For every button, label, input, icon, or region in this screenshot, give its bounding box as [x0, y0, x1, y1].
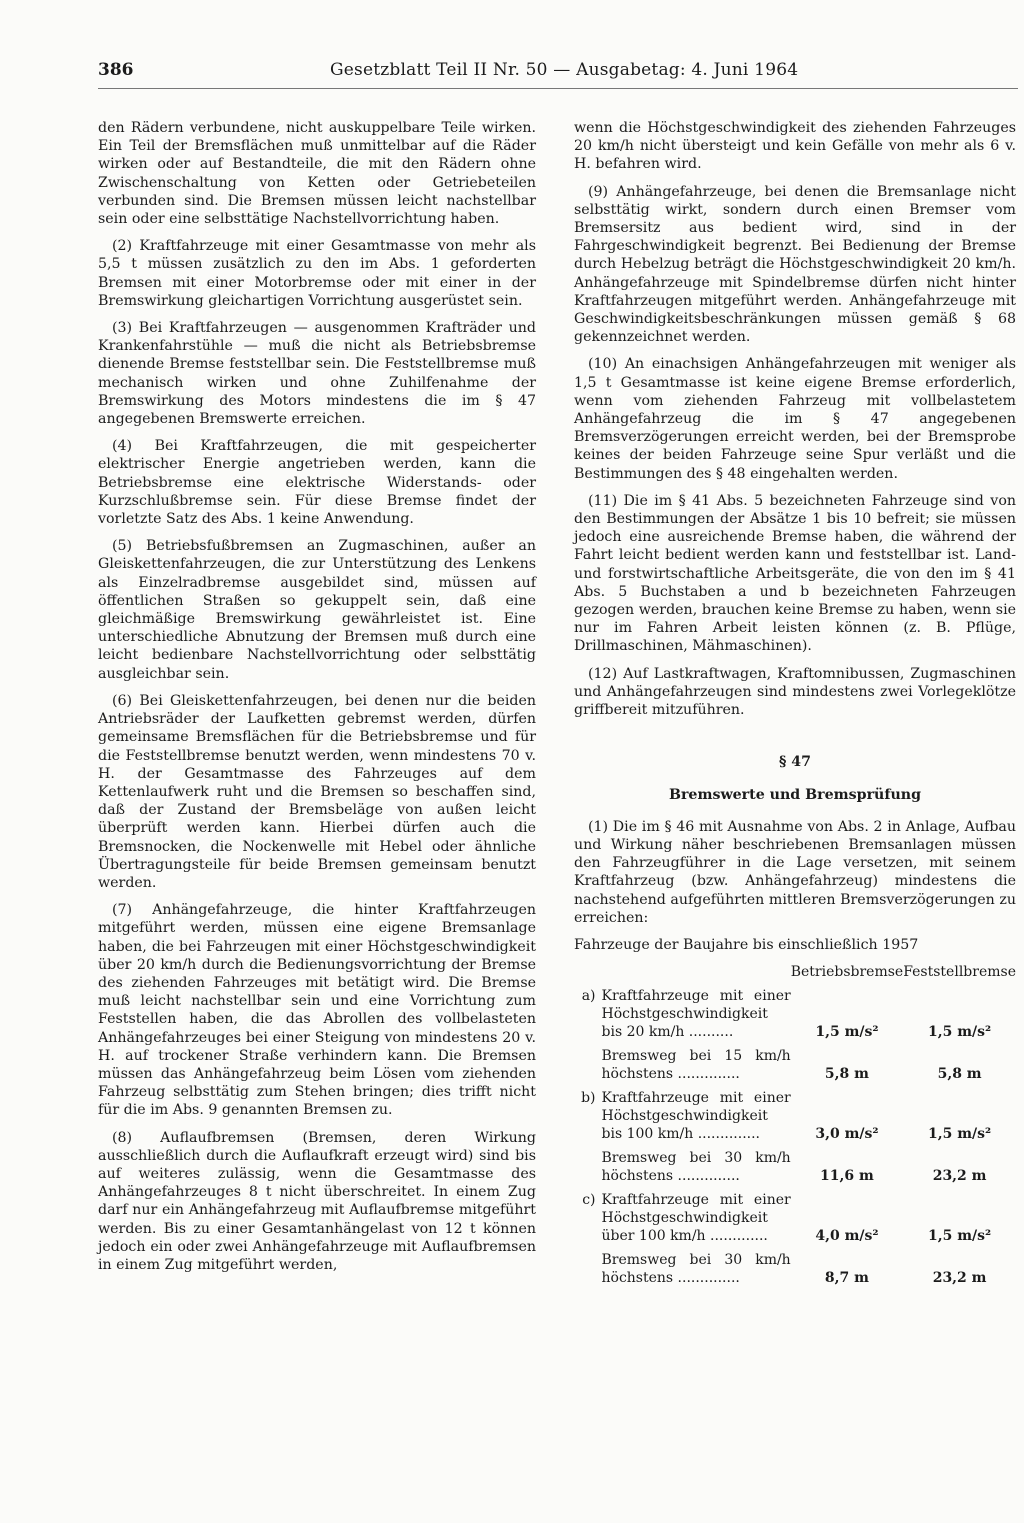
paragraph: (1) Die im § 46 mit Ausnahme von Abs. 2 in Anlage, Aufbau und Wirkung näher beschriebenen Bremsanlagen müssen den Fahrzeugführer in die Lage versetzen, mit seinem Kraftfahrzeug (bzw. Anhängefahrzeug) mindestens die nachstehend aufgeführten mittleren Bremsverzögerungen zu erreichen:	[574, 818, 1016, 926]
row-label: b)	[581, 1090, 596, 1107]
page-number: 386	[98, 60, 134, 80]
value-cell: 1,5 m/s²	[928, 1228, 992, 1245]
table-row	[574, 1047, 1016, 1083]
row-description: Bremsweg bei 15 km/h höchstens ..............	[601, 1048, 791, 1083]
value-cell: 5,8 m	[824, 1066, 869, 1083]
row-label: a)	[581, 988, 596, 1005]
value-cell: 5,8 m	[937, 1066, 982, 1083]
value-cell: 1,5 m/s²	[928, 1126, 992, 1143]
row-description: Bremsweg bei 30 km/h höchstens ..............	[601, 1150, 791, 1185]
value-cell: 23,2 m	[932, 1168, 987, 1185]
value-cell: 1,5 m/s²	[928, 1024, 992, 1041]
row-label	[574, 1251, 602, 1287]
paragraph: (10) An einachsigen Anhängefahrzeugen mit weniger als 1,5 t Gesamtmasse ist keine eigene Bremse erforderlich, wenn vom ziehenden Fahrzeug mit vollbelastetem Anhängefahrzeug die im § 47 angegebenen Bremsverzögerungen erreicht werden, bei der Bremsprobe keines der beiden Fahrzeuge seine Spur verläßt und die Bestimmungen des § 48 eingehalten werden.	[574, 356, 1016, 482]
right-column	[574, 119, 1016, 1287]
value-cell: 23,2 m	[932, 1270, 987, 1287]
column-header: Betriebsbremse	[790, 964, 904, 981]
row-label	[574, 1149, 602, 1185]
table-row	[574, 1089, 1016, 1143]
table-row	[574, 1191, 1016, 1245]
left-column	[98, 119, 536, 1283]
value-cell: 1,5 m/s²	[815, 1024, 879, 1041]
paragraph: (4) Bei Kraftfahrzeugen, die mit gespeicherter elektrischer Energie angetrieben werden, kann die Betriebsbremse eine elektrische Widerstands- oder Kurzschlußbremse sein. Für diese Bremse findet der vorletzte Satz des Abs. 1 keine Anwendung.	[98, 438, 536, 528]
paragraph: (11) Die im § 41 Abs. 5 bezeichneten Fahrzeuge sind von den Bestimmungen der Absätze 1 bis 10 befreit; sie müssen jedoch eine ausreichende Bremse haben, die während der Fahrt leicht bedient werden kann und feststellbar ist. Land- und forstwirtschaftliche Arbeitsgeräte, die von den im § 41 Abs. 5 Buchstaben a und b bezeichneten Fahrzeugen gezogen werden, brauchen keine Bremse zu haben, wenn sie nur im Fahren Arbeit leisten können (z. B. Pflüge, Drillmaschinen, Mähmaschinen).	[574, 492, 1016, 655]
section-number: § 47	[778, 754, 812, 771]
paragraph: den Rädern verbundene, nicht auskuppelbare Teile wirken. Ein Teil der Bremsflächen muß unmittelbar auf die Räder wirken oder auf Bestandteile, die mit den Rädern ohne Zwischenschaltung von Ketten oder Getriebeteilen verbunden sind. Die Bremsen müssen leicht nachstellbar sein oder eine selbsttätige Nachstellvorrichtung haben.	[98, 120, 536, 228]
row-description: Kraftfahrzeuge mit einer Höchstgeschwindigkeit bis 100 km/h ..............	[601, 1090, 791, 1143]
table-row	[574, 1251, 1016, 1287]
row-description: Kraftfahrzeuge mit einer Höchstgeschwindigkeit über 100 km/h .............	[601, 1192, 791, 1245]
paragraph: (12) Auf Lastkraftwagen, Kraftomnibussen, Zugmaschinen und Anhängefahrzeugen sind mindestens zwei Vorlegeklötze griffbereit mitzuführen.	[574, 665, 1016, 719]
table-intro: Fahrzeuge der Baujahre bis einschließlich 1957	[574, 936, 919, 953]
table-header-row	[574, 963, 1016, 987]
header-title: Gesetzblatt Teil II Nr. 50 — Ausgabetag: 4. Juni 1964	[330, 60, 799, 80]
paragraph: (9) Anhängefahrzeuge, bei denen die Bremsanlage nicht selbsttätig wirkt, sondern durch einen Bremser vom Bremsersitz aus bedient wird, sind in der Fahrgeschwindigkeit begrenzt. Bei Bedienung der Bremse durch Hebelzug beträgt die Höchstgeschwindigkeit 20 km/h. Anhängefahrzeuge mit Spindelbremse dürfen nicht hinter Kraftfahrzeugen mitgeführt werden. Anhängefahrzeuge mit Geschwindigkeitsbeschränkungen müssen gemäß § 68 gekennzeichnet werden.	[574, 183, 1016, 346]
column-header: Feststellbremse	[903, 964, 1016, 981]
paragraph: (2) Kraftfahrzeuge mit einer Gesamtmasse von mehr als 5,5 t müssen zusätzlich zu den im Abs. 1 geforderten Bremsen mit einer Motorbremse oder mit einer in der Bremswirkung gleichartigen Vorrichtung ausgerüstet sein.	[98, 238, 536, 309]
row-label	[574, 1047, 602, 1083]
section-title: Bremswerte und Bremsprüfung	[668, 786, 922, 803]
brake-values-table	[574, 963, 1016, 1287]
paragraph: (7) Anhängefahrzeuge, die hinter Kraftfahrzeugen mitgeführt werden, müssen eine eigene Bremsanlage haben, die bei Fahrzeugen mit einer Höchstgeschwindigkeit über 20 km/h durch die Bedienungsvorrichtung der Bremse des ziehenden Fahrzeuges mit betätigt wird. Die Bremse muß leicht nachstellbar sein und eine Vorrichtung zum Feststellen haben, die das Abrollen des vollbelasteten Anhängefahrzeuges bei einer Steigung von mindestens 20 v. H. auf trockener Straße verhindern kann. Die Bremsen müssen das Anhängefahrzeug beim Lösen vom ziehenden Fahrzeug selbsttätig zum Stehen bringen; dies trifft nicht für die im Abs. 9 genannten Bremsen zu.	[98, 902, 536, 1119]
value-cell: 4,0 m/s²	[815, 1228, 879, 1245]
paragraph: (3) Bei Kraftfahrzeugen — ausgenommen Krafträder und Krankenfahrstühle — muß die nicht als Betriebsbremse dienende Bremse feststellbar sein. Die Feststellbremse muß mechanisch wirken und ohne Zuhilfenahme der Bremswirkung des Motors mindestens die im § 47 angegebenen Bremswerte erreichen.	[98, 320, 536, 428]
table-row	[574, 987, 1016, 1041]
value-cell: 3,0 m/s²	[815, 1126, 879, 1143]
table-row	[574, 1149, 1016, 1185]
row-description: Bremsweg bei 30 km/h höchstens ..............	[601, 1252, 791, 1287]
paragraph: (5) Betriebsfußbremsen an Zugmaschinen, außer an Gleiskettenfahrzeugen, die zur Unterstützung des Lenkens als Einzelradbremse ausgebildet sind, müssen auf öffentlichen Straßen so gekuppelt sein, daß eine gleichmäßige Bremswirkung gewährleistet ist. Eine unterschiedliche Abnutzung der Bremsen muß durch eine leicht bedienbare Nachstellvorrichtung oder selbsttätig ausgleichbar sein.	[98, 538, 536, 682]
value-cell: 11,6 m	[820, 1168, 874, 1185]
page-header	[98, 58, 1018, 89]
value-cell: 8,7 m	[824, 1270, 869, 1287]
paragraph: (8) Auflaufbremsen (Bremsen, deren Wirkung ausschließlich durch die Auflaufkraft erzeugt wird) sind bis auf weiteres zulässig, wenn die Gesamtmasse des Anhängefahrzeuges 8 t nicht überschreitet. In einem Zug darf nur ein Anhängefahrzeug mit Auflaufbremse mitgeführt werden. Bis zu einer Gesamtanhängelast von 12 t können jedoch ein oder zwei Anhängefahrzeuge mit Auflaufbremsen in einem Zug mitgeführt werden,	[98, 1129, 536, 1273]
row-description: Kraftfahrzeuge mit einer Höchstgeschwindigkeit bis 20 km/h ..........	[601, 988, 791, 1041]
paragraph: wenn die Höchstgeschwindigkeit des ziehenden Fahrzeuges 20 km/h nicht übersteigt und kein Gefälle von mehr als 6 v. H. befahren wird.	[574, 120, 1016, 173]
paragraph: (6) Bei Gleiskettenfahrzeugen, bei denen nur die beiden Antriebsräder der Laufketten gebremst werden, dürfen gemeinsame Bremsflächen für die Betriebsbremse und für die Feststellbremse benutzt werden, wenn mindestens 70 v. H. der Gesamtmasse des Fahrzeuges auf dem Kettenlaufwerk ruht und die Bremsen so beschaffen sind, daß der Zustand der Bremsbeläge von außen leicht überprüft werden kann. Hierbei dürfen auch die Bremsnocken, die Nockenwelle mit Hebel oder ähnliche Übertragungsteile für beide Bremsen gemeinsam benutzt werden.	[98, 692, 536, 891]
row-label: c)	[582, 1192, 596, 1209]
